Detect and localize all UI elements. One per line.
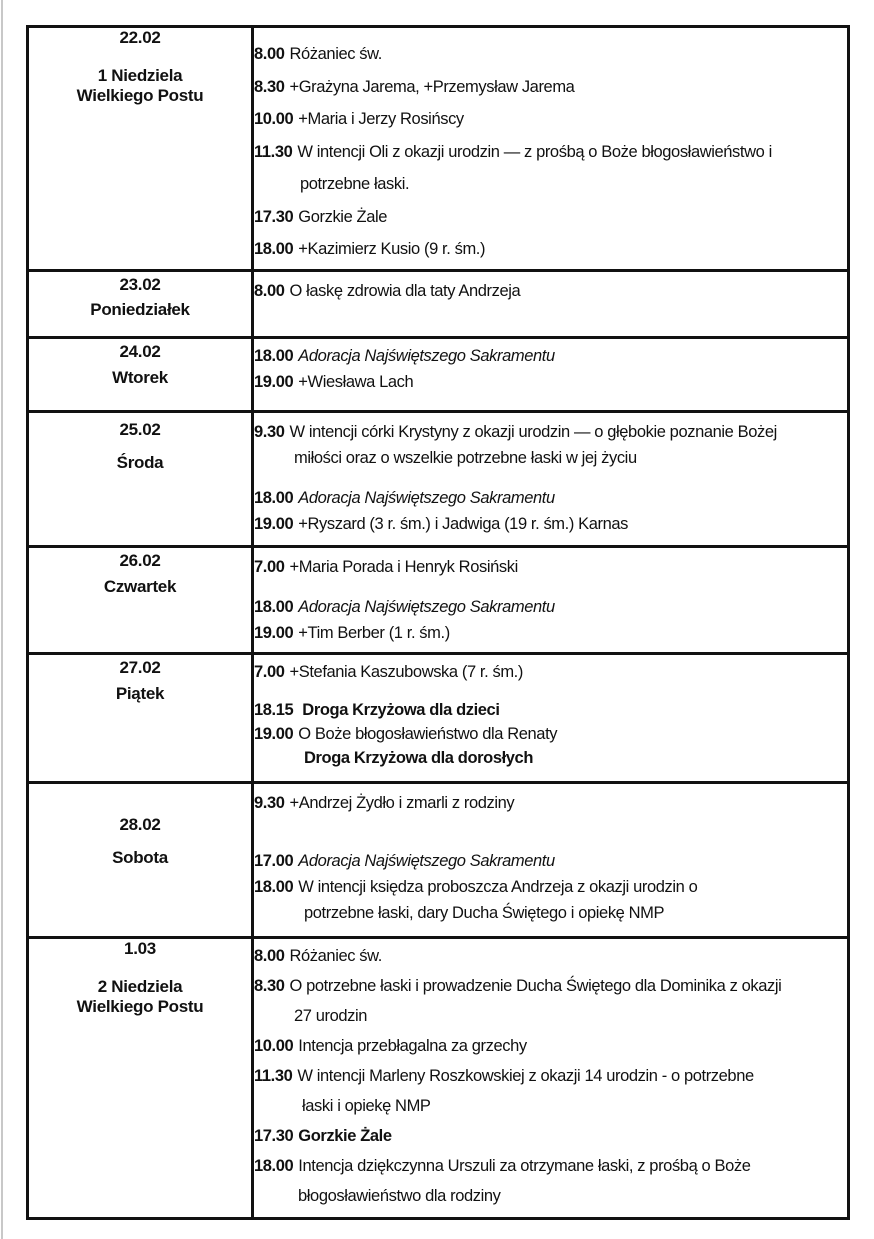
entry-text: O potrzebne łaski i prowadzenie Ducha Świętego dla Dominika z okazji bbox=[289, 977, 782, 995]
entry-text-continuation: Droga Krzyżowa dla dorosłych bbox=[304, 749, 534, 767]
day-row bbox=[28, 338, 849, 412]
day-date: 1.03 bbox=[124, 939, 156, 958]
entry bbox=[254, 941, 847, 971]
entry bbox=[254, 278, 847, 304]
entry-time: 19.00 bbox=[254, 515, 294, 533]
day-cell bbox=[28, 547, 253, 654]
day-name: Środa bbox=[116, 453, 164, 472]
entries-cell bbox=[253, 783, 849, 938]
entry-time: 18.15 bbox=[254, 701, 294, 719]
entries-cell bbox=[253, 654, 849, 783]
entry-text: Adoracja Najświętszego Sakramentu bbox=[298, 347, 555, 365]
entry bbox=[254, 71, 847, 104]
entry-text-continuation: 27 urodzin bbox=[294, 1007, 368, 1025]
day-date: 28.02 bbox=[119, 815, 161, 834]
entry bbox=[254, 660, 847, 684]
entry-text-continuation: łaski i opiekę NMP bbox=[302, 1097, 431, 1115]
entry bbox=[254, 485, 847, 511]
day-date: 24.02 bbox=[119, 342, 161, 361]
entries-cell bbox=[253, 27, 849, 271]
entry bbox=[254, 554, 847, 580]
entry bbox=[254, 1121, 847, 1151]
entry-time: 8.30 bbox=[254, 77, 285, 96]
entry-text: W intencji córki Krystyny z okazji urodzin — o głębokie poznanie Bożej bbox=[289, 423, 777, 441]
entry bbox=[254, 1061, 847, 1091]
entry-time: 19.00 bbox=[254, 725, 294, 743]
entry-text: Różaniec św. bbox=[289, 947, 382, 965]
day-name: Piątek bbox=[115, 684, 165, 703]
day-row bbox=[28, 654, 849, 783]
entry-time: 18.00 bbox=[254, 1157, 294, 1175]
entry-time: 8.30 bbox=[254, 977, 285, 995]
entry bbox=[254, 103, 847, 136]
day-name: 1 Niedziela bbox=[97, 66, 183, 85]
entry-time: 18.00 bbox=[254, 489, 294, 507]
day-date: 22.02 bbox=[119, 28, 161, 47]
day-row bbox=[28, 271, 849, 338]
entry-text: Adoracja Najświętszego Sakramentu bbox=[298, 489, 555, 507]
entry-text: Adoracja Najświętszego Sakramentu bbox=[298, 598, 555, 616]
entry-continuation bbox=[254, 1181, 847, 1211]
entry-text: Adoracja Najświętszego Sakramentu bbox=[298, 852, 555, 870]
entry-text: +Wiesława Lach bbox=[298, 373, 414, 391]
entry-text: +Ryszard (3 r. śm.) i Jadwiga (19 r. śm.) Karnas bbox=[298, 515, 628, 533]
entry-time: 17.30 bbox=[254, 1127, 294, 1145]
entries-cell bbox=[253, 547, 849, 654]
entry-time: 7.00 bbox=[254, 558, 285, 576]
day-cell bbox=[28, 783, 253, 938]
entry-time: 10.00 bbox=[254, 1037, 294, 1055]
entry-time: 8.00 bbox=[254, 282, 285, 300]
entry-time: 19.00 bbox=[254, 624, 294, 642]
entry-text: W intencji Oli z okazji urodzin — z prośbą o Boże błogosławieństwo i bbox=[297, 142, 772, 161]
entry-time: 18.00 bbox=[254, 240, 294, 258]
day-name: Wielkiego Postu bbox=[76, 86, 204, 105]
entry-time: 17.30 bbox=[254, 207, 294, 226]
entry-text: Gorzkie Żale bbox=[298, 207, 388, 226]
entry bbox=[254, 698, 847, 722]
entry bbox=[254, 419, 847, 445]
entry-text: +Maria i Jerzy Rosińscy bbox=[298, 110, 464, 128]
entry-continuation bbox=[254, 746, 847, 770]
entry-text: Intencja przebłagalna za grzechy bbox=[298, 1037, 527, 1055]
day-cell bbox=[28, 938, 253, 1219]
entry bbox=[254, 369, 847, 395]
entries-cell bbox=[253, 938, 849, 1219]
entry-text: O Boże błogosławieństwo dla Renaty bbox=[298, 725, 558, 743]
entry bbox=[254, 343, 847, 369]
entry-time: 9.30 bbox=[254, 794, 285, 812]
entry-time: 11.30 bbox=[254, 1067, 293, 1085]
day-cell bbox=[28, 412, 253, 547]
page-edge bbox=[1, 0, 3, 1239]
day-name: Sobota bbox=[112, 848, 168, 867]
entry bbox=[254, 594, 847, 620]
entry bbox=[254, 874, 847, 900]
entry-text: Gorzkie Żale bbox=[298, 1127, 392, 1145]
day-date: 25.02 bbox=[119, 420, 161, 439]
day-cell bbox=[28, 271, 253, 338]
mass-schedule-table bbox=[26, 25, 850, 1220]
entry bbox=[254, 136, 847, 169]
entry bbox=[254, 201, 847, 234]
day-cell bbox=[28, 338, 253, 412]
entry bbox=[254, 511, 847, 537]
day-row bbox=[28, 27, 849, 271]
entry bbox=[254, 620, 847, 646]
entry bbox=[254, 790, 847, 816]
entry-text: Intencja dziękczynna Urszuli za otrzymane łaski, z prośbą o Boże bbox=[298, 1157, 751, 1175]
day-row bbox=[28, 783, 849, 938]
entry-time: 17.00 bbox=[254, 852, 294, 870]
entry-text-continuation: miłości oraz o wszelkie potrzebne łaski w jej życiu bbox=[294, 449, 637, 467]
entry-time: 9.30 bbox=[254, 423, 285, 441]
entries-cell bbox=[253, 338, 849, 412]
entry-text-continuation: błogosławieństwo dla rodziny bbox=[298, 1187, 501, 1205]
day-name: Wtorek bbox=[112, 368, 168, 387]
entry-text: W intencji księdza proboszcza Andrzeja z okazji urodzin o bbox=[298, 878, 698, 896]
entry-continuation bbox=[254, 1001, 847, 1031]
entry-time: 11.30 bbox=[254, 142, 293, 161]
entry-text: +Andrzej Żydło i zmarli z rodziny bbox=[289, 794, 515, 812]
entry-text: Droga Krzyżowa dla dzieci bbox=[302, 701, 500, 719]
entry-time: 8.00 bbox=[254, 45, 285, 63]
day-date: 27.02 bbox=[119, 658, 161, 677]
entries-cell bbox=[253, 412, 849, 547]
day-name: Poniedziałek bbox=[90, 300, 190, 319]
entry-text: O łaskę zdrowia dla taty Andrzeja bbox=[289, 282, 521, 300]
day-name: Czwartek bbox=[103, 577, 177, 596]
entry-text: +Maria Porada i Henryk Rosiński bbox=[289, 558, 518, 576]
entry-text: +Stefania Kaszubowska (7 r. śm.) bbox=[289, 663, 523, 681]
entry-time: 7.00 bbox=[254, 663, 285, 681]
entry bbox=[254, 722, 847, 746]
entry-time: 8.00 bbox=[254, 947, 285, 965]
entry-continuation bbox=[254, 168, 847, 201]
entry bbox=[254, 971, 847, 1001]
entries-cell bbox=[253, 271, 849, 338]
day-date: 23.02 bbox=[119, 275, 161, 294]
entry-time: 19.00 bbox=[254, 373, 294, 391]
entry-time: 18.00 bbox=[254, 347, 294, 365]
entry-text: +Kazimierz Kusio (9 r. śm.) bbox=[298, 240, 486, 258]
entry-time: 10.00 bbox=[254, 110, 294, 128]
day-row bbox=[28, 547, 849, 654]
day-row bbox=[28, 938, 849, 1219]
entry-text-continuation: potrzebne łaski. bbox=[300, 175, 410, 193]
day-cell bbox=[28, 654, 253, 783]
entry-continuation bbox=[254, 1091, 847, 1121]
entry-text: Różaniec św. bbox=[289, 45, 382, 63]
entry bbox=[254, 233, 847, 266]
entry bbox=[254, 848, 847, 874]
entry-text: W intencji Marleny Roszkowskiej z okazji 14 urodzin - o potrzebne bbox=[297, 1067, 754, 1085]
entry-time: 18.00 bbox=[254, 878, 294, 896]
entry-text: +Tim Berber (1 r. śm.) bbox=[298, 624, 450, 642]
day-row bbox=[28, 412, 849, 547]
day-name: Wielkiego Postu bbox=[76, 997, 204, 1016]
day-cell bbox=[28, 27, 253, 271]
day-date: 26.02 bbox=[119, 551, 161, 570]
day-name: 2 Niedziela bbox=[97, 977, 183, 996]
entry bbox=[254, 38, 847, 71]
entry-text: +Grażyna Jarema, +Przemysław Jarema bbox=[289, 77, 575, 96]
entry bbox=[254, 1151, 847, 1181]
entry bbox=[254, 1031, 847, 1061]
entry-text-continuation: potrzebne łaski, dary Ducha Świętego i opiekę NMP bbox=[304, 904, 665, 922]
entry-continuation bbox=[254, 445, 847, 471]
entry-continuation bbox=[254, 900, 847, 926]
entry-time: 18.00 bbox=[254, 598, 294, 616]
